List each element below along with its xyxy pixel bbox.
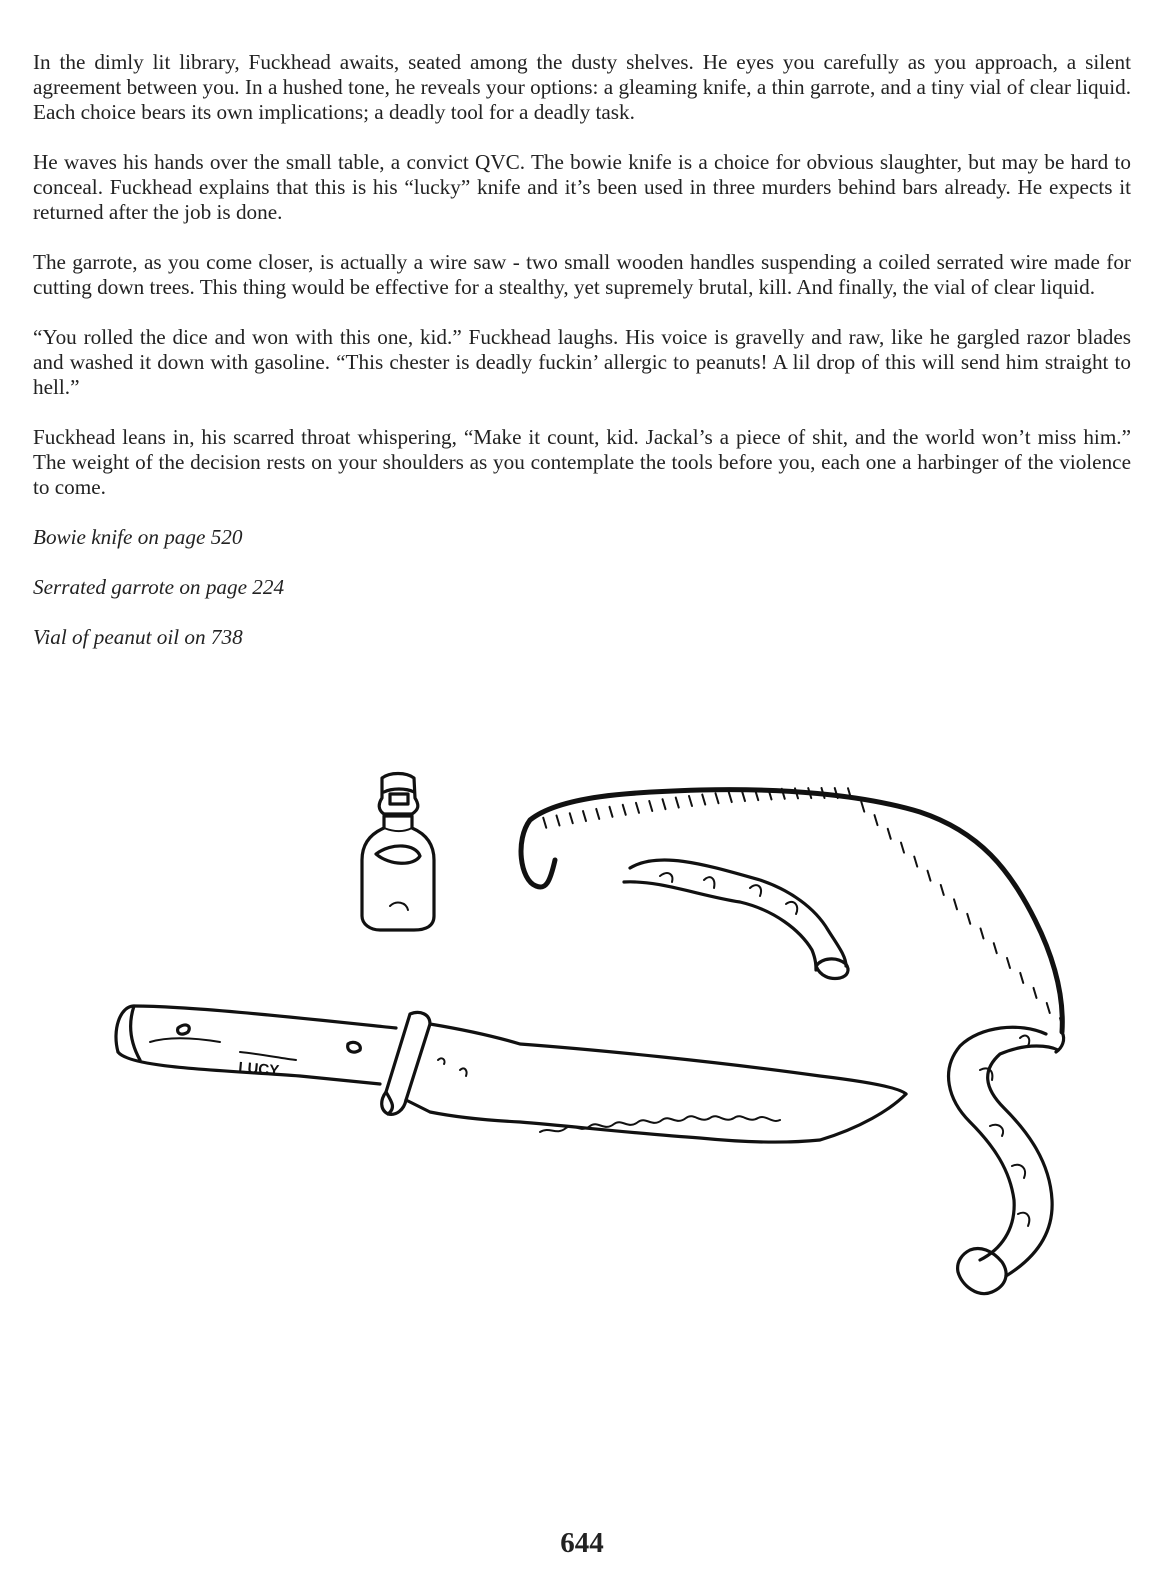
paragraph-1: In the dimly lit library, Fuckhead awaits, seated among the dusty shelves. He eyes you carefully as you approach, a silent agreement between you. In a hushed tone, he reveals your options: a gleaming knife, a thin garrote, and a tiny vial of clear liquid. Each choice bears its own implications; a deadly tool for a deadly task. [33, 50, 1131, 124]
garrote-tooth [557, 815, 560, 825]
garrote-tooth [941, 885, 944, 895]
garrote-tooth [888, 829, 891, 839]
garrote-tooth [901, 843, 904, 853]
garrote-tooth [702, 795, 705, 805]
garrote-tooth [716, 793, 719, 803]
garrote-tooth [914, 857, 917, 867]
garrote-tooth [875, 815, 878, 825]
choice-serrated-garrote: Serrated garrote on page 224 [33, 575, 285, 599]
knife-inscription: LUCY [237, 1059, 280, 1080]
garrote-tooth [729, 792, 732, 802]
garrote-tooth [663, 799, 666, 809]
garrote-teeth [543, 788, 1063, 1028]
garrote-tooth [543, 818, 546, 828]
vial-drawing [362, 774, 434, 931]
garrote-tooth [967, 914, 970, 924]
garrote-tooth [623, 805, 626, 815]
story-text [33, 50, 1131, 675]
garrote-tooth [1034, 988, 1037, 998]
garrote-tooth [1047, 1003, 1050, 1013]
choice-bowie-knife: Bowie knife on page 520 [33, 525, 243, 549]
paragraph-5: Fuckhead leans in, his scarred throat whispering, “Make it count, kid. Jackal’s a piece of shit, and the world won’t miss him.” The weight of the decision rests on your shoulders as you contemplate the tools before you, each one a harbinger of the violence to come. [33, 425, 1131, 499]
paragraph-3: The garrote, as you come closer, is actually a wire saw - two small wooden handles suspending a coiled serrated wire made for cutting down trees. This thing would be effective for a stealthy, yet supremely brutal, kill. And finally, the vial of clear liquid. [33, 250, 1131, 299]
garrote-tooth [570, 813, 573, 823]
garrote-tooth [610, 807, 613, 817]
page-number: 644 [560, 1527, 604, 1559]
choice-peanut-oil-vial: Vial of peanut oil on 738 [33, 625, 243, 649]
garrote-tooth [649, 801, 652, 811]
paragraph-2: He waves his hands over the small table, a convict QVC. The bowie knife is a choice for obvious slaughter, but may be hard to conceal. Fuckhead explains that this is his “lucky” knife and it’s been used in three murders behind bars already. He expects it returned after the job is done. [33, 150, 1131, 224]
garrote-tooth [742, 791, 745, 801]
paragraph-4: “You rolled the dice and won with this one, kid.” Fuckhead laughs. His voice is gravelly and raw, like he gargled razor blades and washed it down with gasoline. “This chester is deadly fuckin’ allergic to peanuts! A lil drop of this will send him straight to hell.” [33, 325, 1131, 399]
garrote-tooth [596, 809, 599, 819]
garrote-tooth [981, 928, 984, 938]
garrote-tooth [583, 811, 586, 821]
garrote-tooth [928, 871, 931, 881]
garrote-tooth [954, 899, 957, 909]
garrote-tooth [689, 796, 692, 806]
garrote-tooth [636, 803, 639, 813]
garrote-tooth [676, 798, 679, 808]
weapons-illustration [100, 770, 1120, 1330]
garrote-tooth [994, 943, 997, 953]
garrote-tooth [1020, 973, 1023, 983]
garrote-tooth [1007, 958, 1010, 968]
garrote-tooth [861, 802, 864, 812]
bowie-knife-drawing [116, 1006, 906, 1142]
garrote-drawing [521, 788, 1064, 1294]
